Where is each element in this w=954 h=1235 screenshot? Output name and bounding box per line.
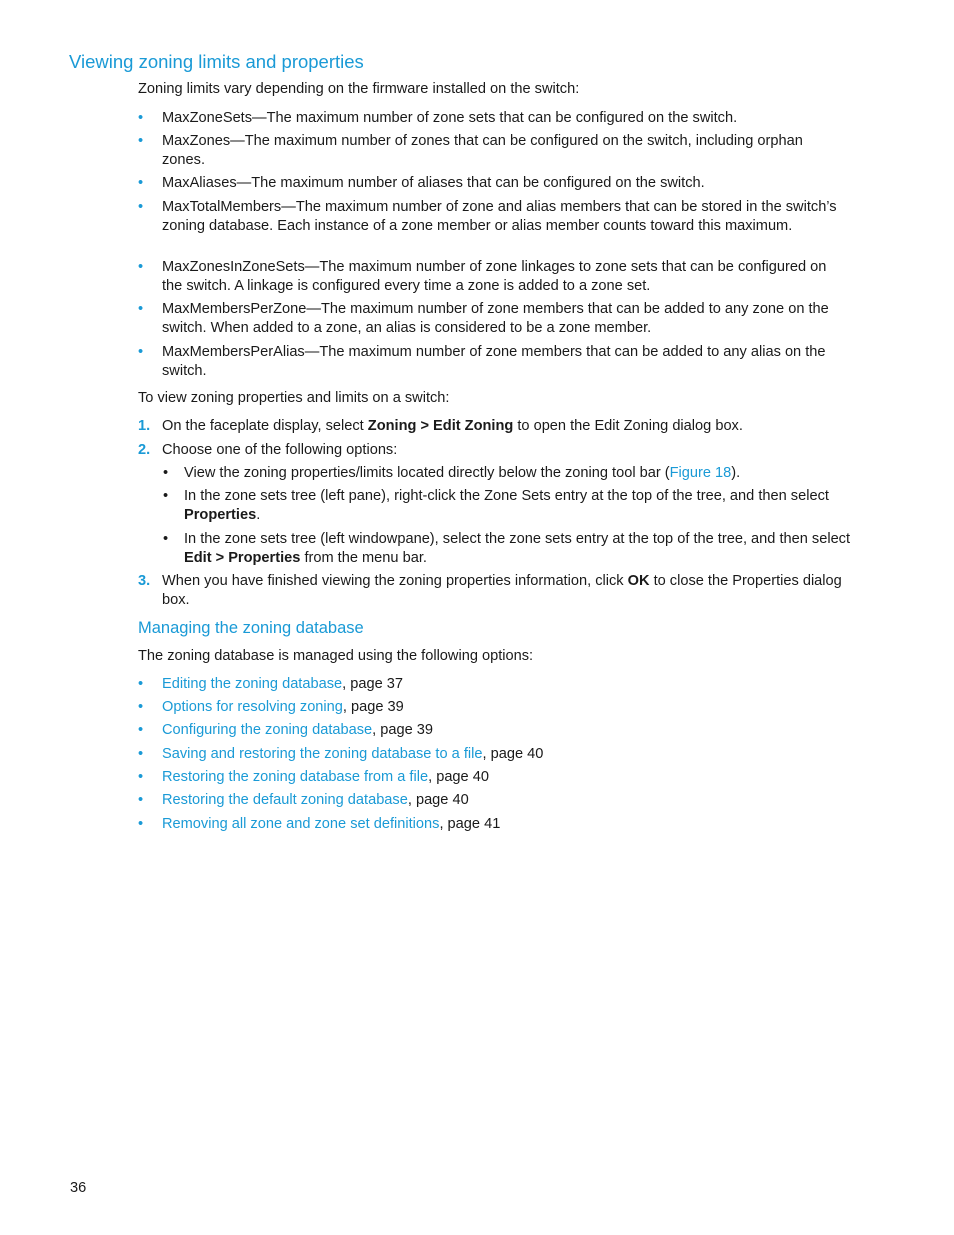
step-number: 2. (138, 442, 151, 458)
list-item (138, 300, 848, 337)
list-item (138, 698, 848, 717)
bullet-icon: • (138, 133, 144, 149)
list-item (138, 791, 848, 810)
step-number: 1. (138, 418, 151, 434)
limit-description: —The maximum number of zones that can be configured on the switch, including orphan zones. (162, 133, 803, 168)
bullet-icon: • (138, 816, 144, 832)
step-2 (138, 441, 848, 460)
page-reference: , page 41 (439, 816, 501, 832)
list-item (138, 198, 848, 235)
list-item (138, 675, 848, 694)
bullet-icon: • (163, 488, 169, 504)
limit-description: —The maximum number of zone members that can be added to any alias on the switch. (162, 344, 826, 379)
list-item (138, 815, 848, 834)
option-item (161, 530, 851, 567)
bullet-icon: • (138, 769, 144, 785)
page-reference: , page 40 (428, 769, 489, 785)
limit-name: MaxTotalMembers (162, 199, 282, 215)
bullet-icon: • (163, 465, 169, 481)
page-number: 36 (70, 1180, 87, 1196)
list-item (138, 258, 848, 295)
list-item (138, 343, 848, 380)
option-text: ). (731, 465, 741, 481)
menu-item-name: Properties (184, 506, 257, 523)
limit-description: —The maximum number of aliases that can be configured on the switch. (236, 175, 705, 191)
bullet-icon: • (138, 676, 144, 692)
page-reference: , page 40 (407, 792, 469, 808)
intro-paragraph: Zoning limits vary depending on the firmware installed on the switch: (138, 81, 580, 97)
button-name: OK (627, 573, 650, 589)
saving-restoring-database-link[interactable]: Saving and restoring the zoning database to a file (162, 746, 483, 762)
bullet-icon: • (138, 344, 144, 360)
page-reference: , page 39 (372, 722, 434, 738)
list-item (138, 174, 848, 193)
limit-name: MaxMembersPerAlias (162, 344, 305, 360)
list-item (138, 721, 848, 740)
step-text: When you have finished viewing the zoning properties information, click (162, 573, 628, 589)
limit-description: —The maximum number of zone sets that can be configured on the switch. (252, 110, 738, 126)
page-reference: , page 39 (342, 699, 404, 715)
limit-description: —The maximum number of zone linkages to zone sets that can be configured on the switch. A linkage is configured every time a zone is added to a zone set. (162, 259, 827, 294)
option-text: View the zoning properties/limits located directly below the zoning tool bar ( (184, 465, 670, 481)
step-text: On the faceplate display, select (162, 418, 368, 434)
menu-path: Edit > Properties (184, 549, 301, 566)
option-text: . (256, 506, 261, 523)
bullet-icon: • (138, 301, 144, 317)
bullet-icon: • (138, 722, 144, 738)
options-resolving-zoning-link[interactable]: Options for resolving zoning (162, 699, 343, 715)
step-1 (138, 417, 848, 436)
limit-name: MaxZonesInZoneSets (162, 259, 305, 275)
option-item (161, 487, 851, 524)
bullet-icon: • (138, 175, 144, 191)
bullet-icon: • (138, 746, 144, 762)
bullet-icon: • (163, 531, 169, 547)
limit-name: MaxZones (162, 133, 231, 149)
option-text: from the menu bar. (300, 549, 427, 566)
step-text: Choose one of the following options: (162, 442, 398, 458)
list-item (138, 768, 848, 787)
limit-description: —The maximum number of zone and alias members that can be stored in the switch’s zoning database. Each instance of a zone member or alias member counts toward this maximum. (162, 199, 837, 234)
editing-zoning-database-link[interactable]: Editing the zoning database (162, 676, 343, 692)
removing-definitions-link[interactable]: Removing all zone and zone set definitions (162, 816, 440, 832)
restoring-default-database-link[interactable]: Restoring the default zoning database (162, 792, 408, 808)
configuring-zoning-database-link[interactable]: Configuring the zoning database (162, 722, 373, 738)
limit-name: MaxMembersPerZone (162, 301, 307, 317)
subsection-heading: Managing the zoning database (138, 619, 364, 637)
option-text: In the zone sets tree (left pane), right-click the Zone Sets entry at the top of the tree, and then select (184, 488, 829, 504)
option-item (161, 464, 851, 483)
step-text: to open the Edit Zoning dialog box. (513, 418, 743, 434)
manage-intro: The zoning database is managed using the following options: (138, 648, 534, 664)
page-reference: , page 37 (342, 676, 404, 692)
bullet-icon: • (138, 199, 144, 215)
step-3 (138, 572, 848, 609)
bullet-icon: • (138, 110, 144, 126)
list-item (138, 109, 848, 128)
page-reference: , page 40 (482, 746, 544, 762)
step-number: 3. (138, 573, 151, 589)
list-item (138, 745, 848, 764)
limit-name: MaxZoneSets (162, 110, 253, 126)
bullet-icon: • (138, 259, 144, 275)
step-text: to close the Properties dialog box. (162, 573, 842, 608)
list-item (138, 132, 848, 169)
option-text: In the zone sets tree (left windowpane), select the zone sets entry at the top of the tree, and then select (184, 531, 851, 547)
bullet-icon: • (138, 792, 144, 808)
procedure-intro: To view zoning properties and limits on a switch: (138, 390, 450, 406)
menu-path: Zoning > Edit Zoning (367, 418, 514, 434)
bullet-icon: • (138, 699, 144, 715)
figure-18-link[interactable]: Figure 18 (669, 465, 732, 481)
restoring-database-from-file-link[interactable]: Restoring the zoning database from a file (162, 769, 429, 785)
section-heading: Viewing zoning limits and properties (69, 51, 364, 72)
limit-description: —The maximum number of zone members that can be added to any zone on the switch. When added to a zone, an alias is considered to be a zone member. (162, 301, 829, 336)
limit-name: MaxAliases (162, 175, 237, 191)
